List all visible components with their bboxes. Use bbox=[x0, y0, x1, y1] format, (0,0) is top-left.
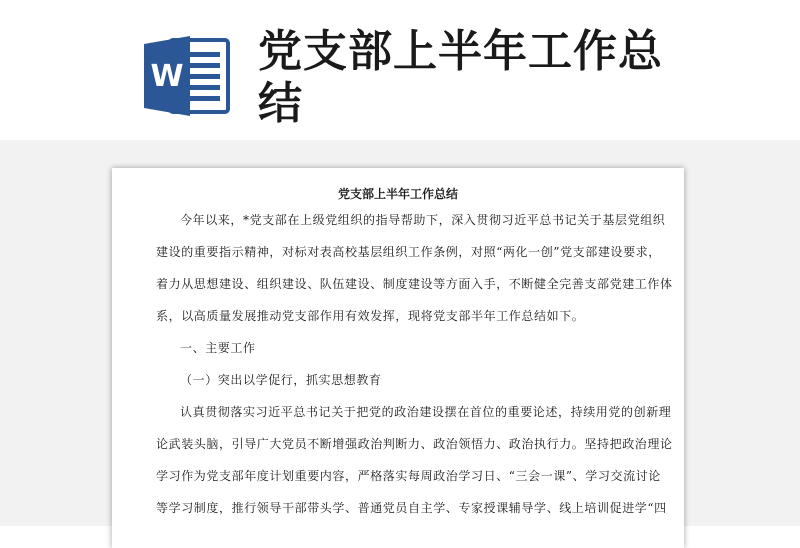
word-icon bbox=[140, 34, 232, 118]
paragraph-line: 学习作为党支部年度计划重要内容，严格落实每周政治学习日、“三会一课”、学习交流讨论 bbox=[156, 469, 661, 483]
document-page bbox=[112, 168, 684, 548]
paragraph-line: 着力从思想建设、组织建设、队伍建设、制度建设等方面入手，不断健全完善支部党建工作体 bbox=[156, 277, 673, 291]
paragraph-line: 论武装头脑，引导广大党员不断增强政治判断力、政治领悟力、政治执行力。坚持把政治理论 bbox=[156, 437, 673, 451]
document-title: 党支部上半年工作总结 bbox=[337, 187, 458, 201]
banner-title-line-1: 党支部上半年工作总 bbox=[258, 26, 663, 77]
paragraph-line: 认真贯彻落实习近平总书记关于把党的政治建设摆在首位的重要论述，持续用党的创新理 bbox=[180, 405, 672, 419]
word-icon-letter: W bbox=[150, 59, 184, 94]
paragraph-line: 建设的重要指示精神，对标对表高校基层组织工作条例，对照“两化一创”党支部建设要求， bbox=[156, 245, 661, 259]
paragraph-line: 系，以高质量发展推动党支部作用有效发挥，现将党支部半年工作总结如下。 bbox=[156, 309, 585, 323]
paragraph-line: 今年以来，*党支部在上级党组织的指导帮助下，深入贯彻习近平总书记关于基层党组织 bbox=[180, 213, 666, 227]
banner-title-line-2: 结 bbox=[258, 78, 303, 129]
section-heading: 一、主要工作 bbox=[180, 341, 256, 355]
subsection-heading: （一）突出以学促行，抓实思想教育 bbox=[180, 373, 382, 387]
banner-header bbox=[0, 0, 800, 160]
banner-title bbox=[258, 26, 698, 130]
paragraph-line: 等学习制度，推行领导干部带头学、普通党员自主学、专家授课辅导学、线上培训促进学“四 bbox=[156, 501, 667, 515]
